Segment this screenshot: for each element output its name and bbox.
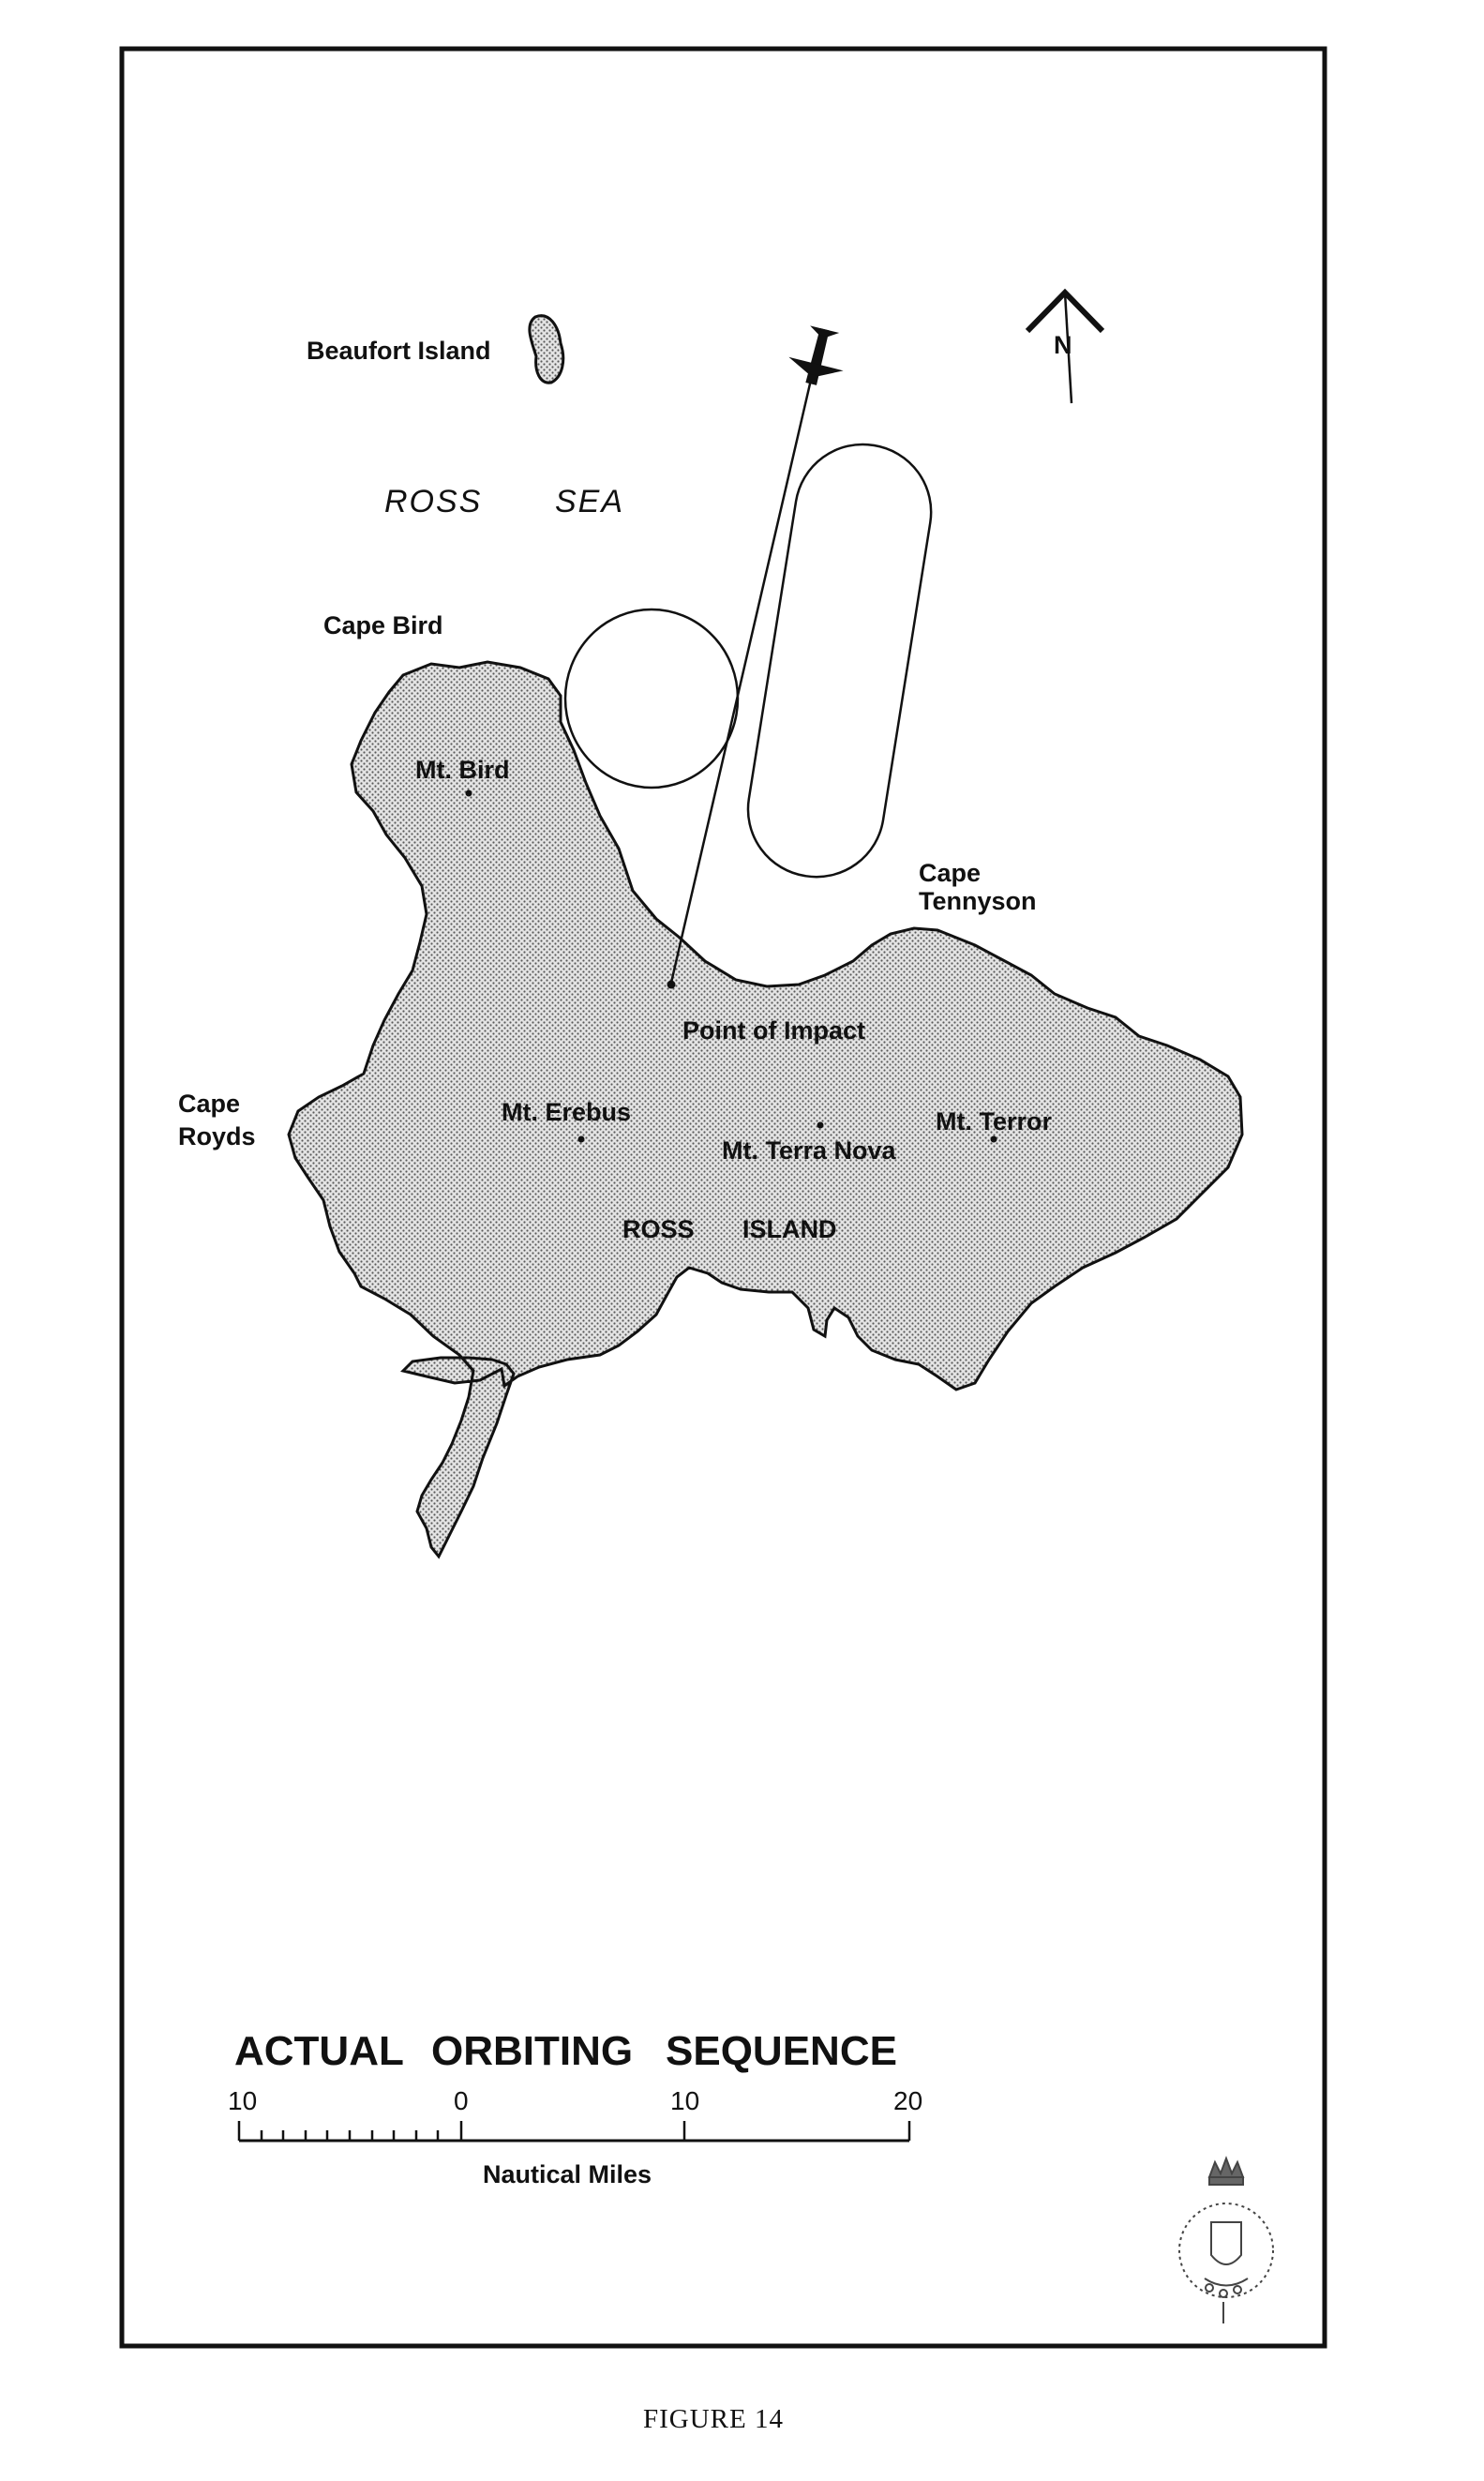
north-letter: N (1054, 331, 1072, 359)
label-mt-terror: Mt. Terror (936, 1107, 1053, 1135)
label-mt-erebus: Mt. Erebus (502, 1098, 632, 1126)
label-beaufort-island: Beaufort Island (307, 337, 491, 365)
mt-terror-marker (991, 1136, 997, 1143)
label-ross-sea-word1: ROSS (384, 484, 483, 519)
label-cape-royds-line2: Royds (178, 1122, 256, 1150)
scale-tick-label-10: 10 (670, 2086, 700, 2115)
label-ross-island-word2: ISLAND (742, 1215, 837, 1243)
label-point-of-impact: Point of Impact (682, 1016, 865, 1045)
beaufort-island-shape (530, 316, 563, 383)
track-to-impact (671, 380, 811, 983)
label-cape-tennyson-line2: Tennyson (919, 887, 1037, 915)
large-orbit-racetrack (739, 435, 941, 887)
ross-island-shape (289, 662, 1242, 1556)
aircraft-icon (784, 323, 852, 391)
scale-bar-ticks (239, 2121, 909, 2141)
scale-tick-label-10-left: 10 (228, 2086, 258, 2115)
mt-bird-marker (466, 790, 472, 797)
map-title-word1: ACTUAL (234, 2028, 404, 2074)
label-cape-tennyson-line1: Cape (919, 859, 982, 887)
scale-tick-label-20: 20 (893, 2086, 923, 2115)
map-title-word3: SEQUENCE (666, 2028, 897, 2074)
label-ross-sea-word2: SEA (555, 484, 625, 519)
label-mt-bird: Mt. Bird (415, 756, 510, 784)
scale-bar (228, 2086, 922, 2188)
label-cape-royds-line1: Cape (178, 1090, 241, 1118)
mt-terra-nova-marker (817, 1122, 824, 1129)
point-of-impact-marker (667, 981, 676, 989)
mt-erebus-marker (578, 1136, 585, 1143)
small-orbit-loop (565, 609, 738, 788)
scale-tick-label-0: 0 (454, 2086, 469, 2115)
north-arrow (1027, 293, 1102, 403)
figure-caption: FIGURE 14 (643, 2404, 784, 2434)
label-ross-island-word1: ROSS (622, 1215, 695, 1243)
label-mt-terra-nova: Mt. Terra Nova (722, 1136, 896, 1165)
map-title-word2: ORBITING (431, 2028, 634, 2074)
label-cape-bird: Cape Bird (323, 611, 443, 639)
coat-of-arms-emblem (1179, 2158, 1273, 2323)
scale-units: Nautical Miles (483, 2160, 652, 2188)
